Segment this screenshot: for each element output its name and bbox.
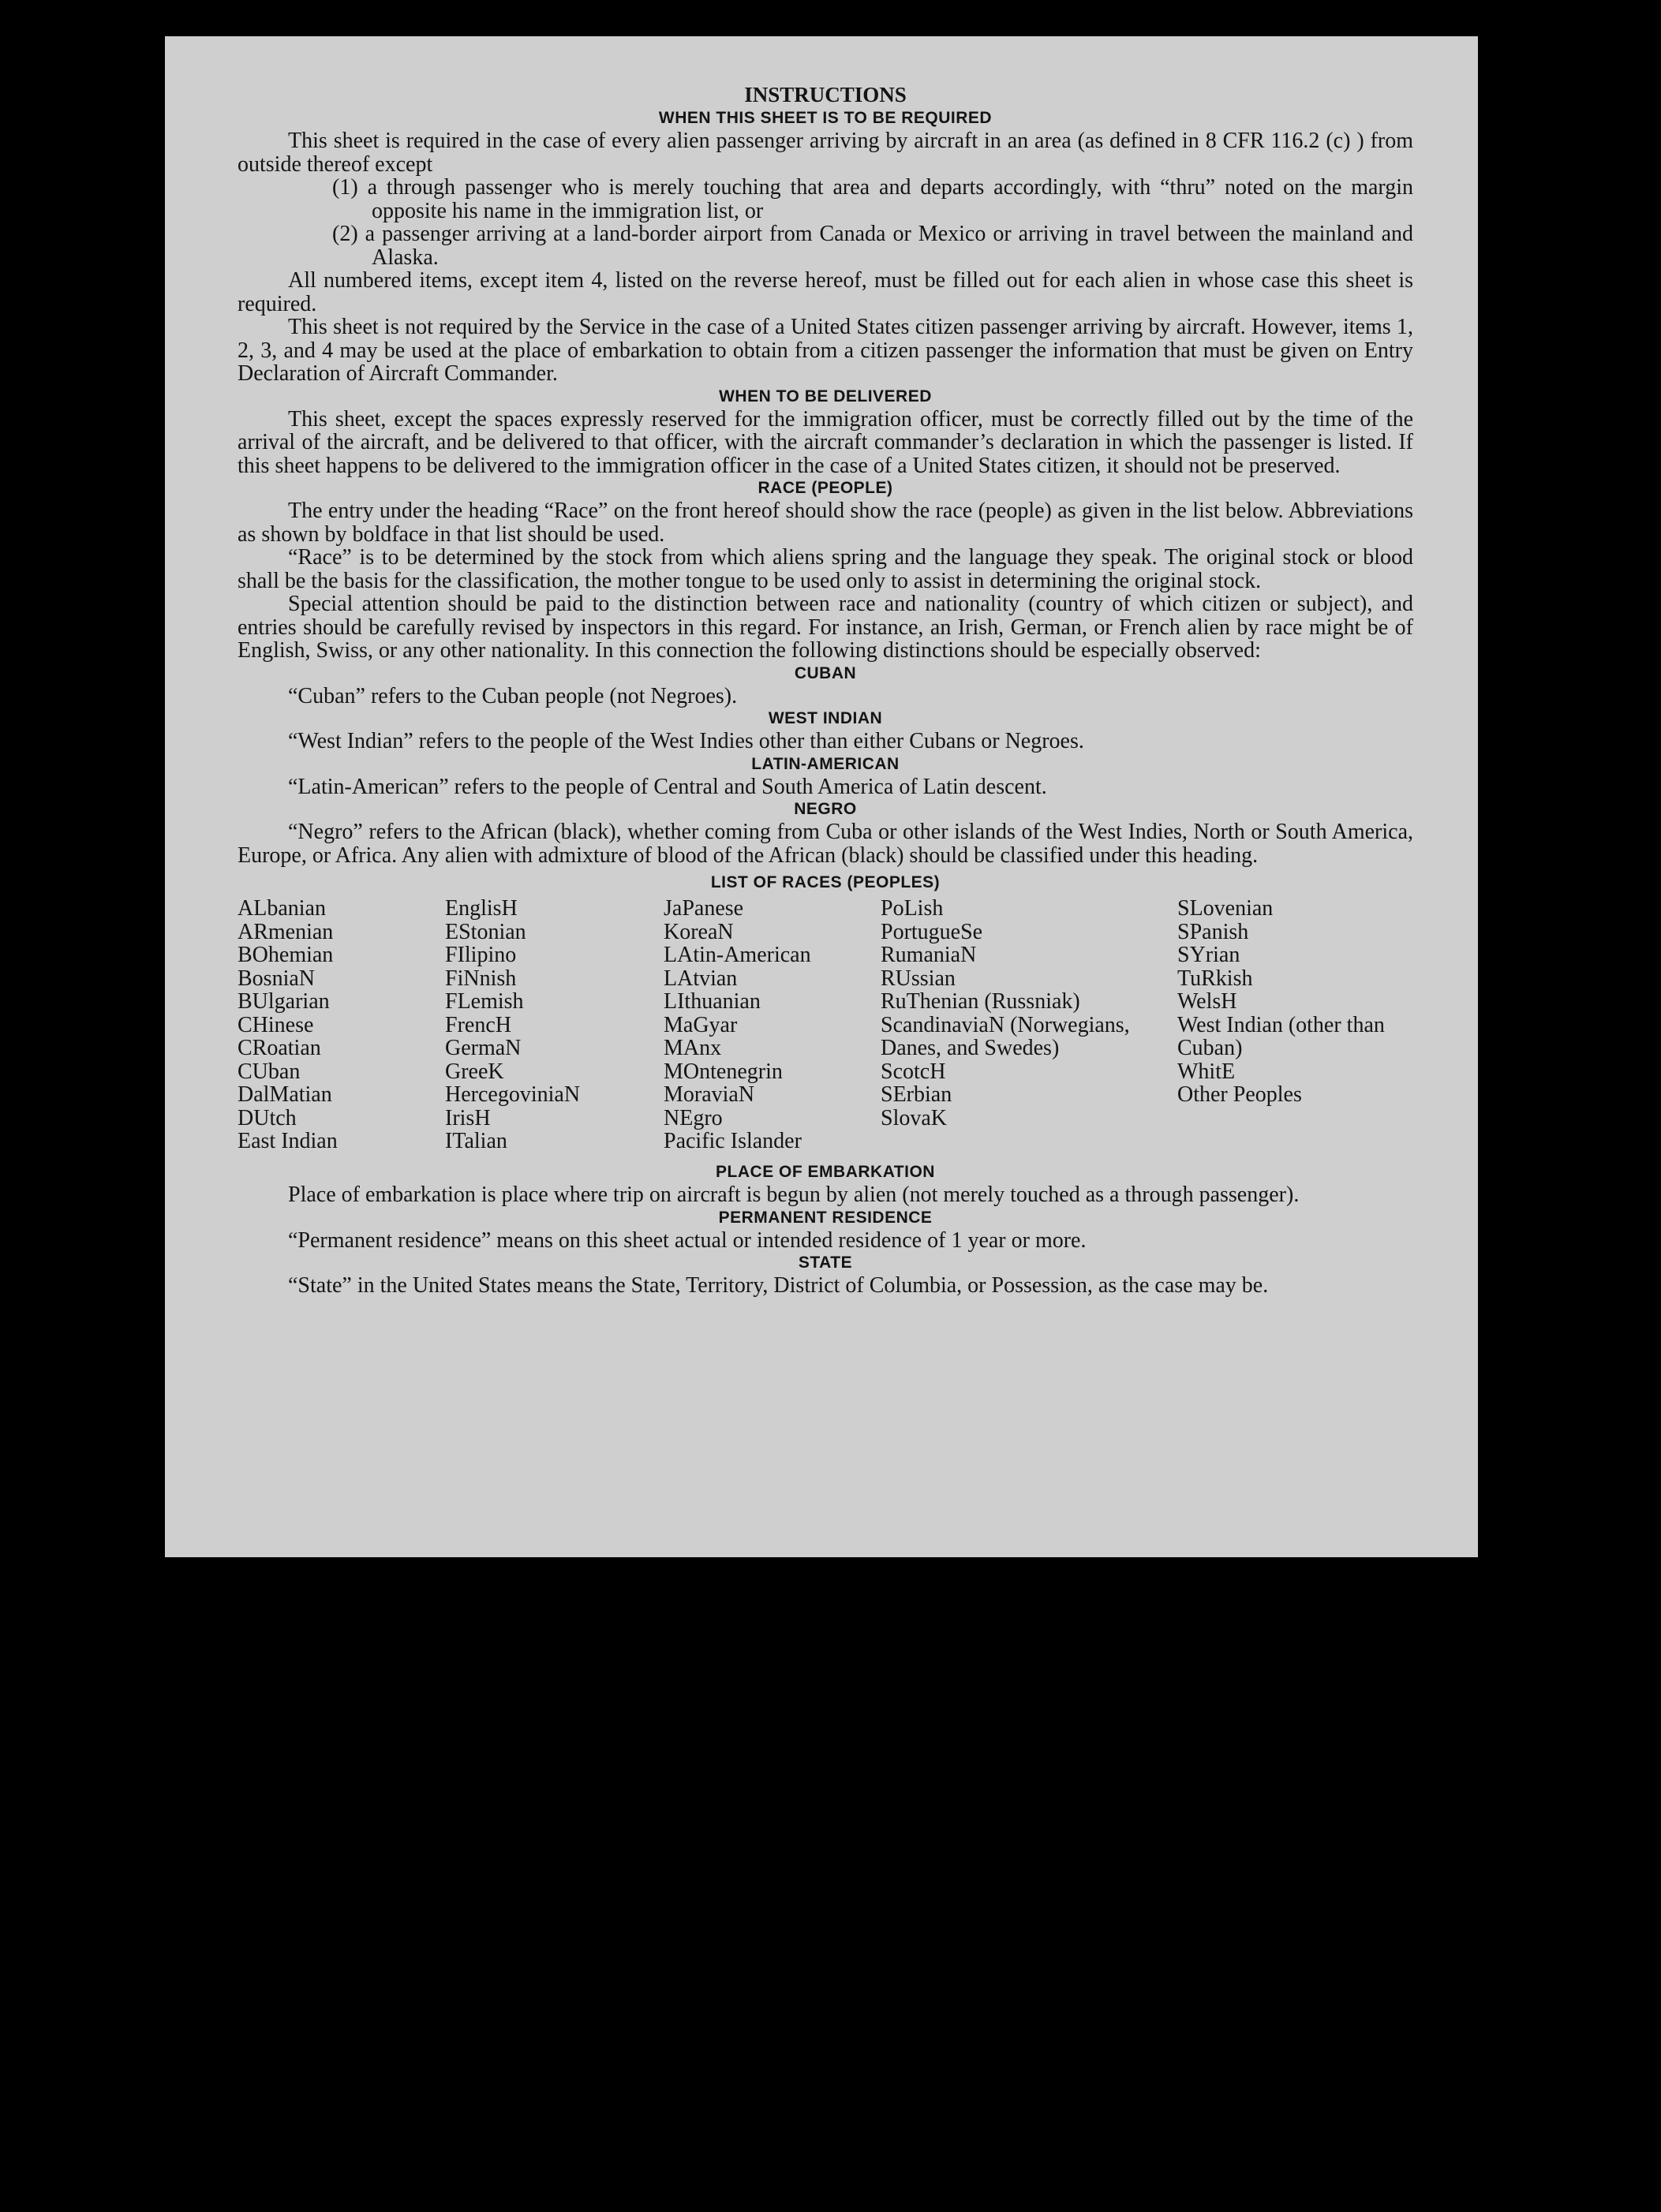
race-item: LAtvian <box>664 966 738 991</box>
instructions-content <box>238 82 1413 1298</box>
race-item: EStonian <box>445 919 526 944</box>
race-item: IrisH <box>445 1105 491 1130</box>
race-item: FiNnish <box>445 966 517 991</box>
paragraph: “State” in the United States means the State, Territory, District of Columbia, or Possession, as the case may be. <box>288 1273 1269 1298</box>
list-item: (1) a through passenger who is merely touching that area and departs accordingly, with “thru” noted on the margin opposite his name in the immigration list, or <box>332 175 1413 223</box>
heading-state: STATE <box>798 1254 853 1272</box>
heading-when-delivered: WHEN TO BE DELIVERED <box>719 387 932 405</box>
heading-west-indian: WEST INDIAN <box>768 709 883 727</box>
page-title: INSTRUCTIONS <box>744 83 907 106</box>
race-item: JaPanese <box>664 896 744 921</box>
races-column <box>238 897 338 1153</box>
race-item: ALbanian <box>238 896 326 921</box>
race-item: SYrian <box>1177 943 1240 967</box>
race-item: BUlgarian <box>238 989 330 1014</box>
race-item: BosniaN <box>238 966 315 991</box>
race-item: EnglisH <box>445 896 518 921</box>
race-item: FrencH <box>445 1012 511 1037</box>
paragraph: “Permanent residence” means on this sheet actual or intended residence of 1 year or more. <box>288 1227 1087 1253</box>
races-column <box>881 897 1133 1130</box>
list-item: (2) a passenger arriving at a land-border airport from Canada or Mexico or arriving in travel between the mainland and Alaska. <box>332 222 1413 270</box>
race-item: FLemish <box>445 989 524 1014</box>
race-item: East Indian <box>238 1129 338 1153</box>
heading-permanent-residence: PERMANENT RESIDENCE <box>718 1208 933 1227</box>
paragraph: “West Indian” refers to the people of the West Indies other than either Cubans or Negroes. <box>288 729 1084 753</box>
race-item: FIlipino <box>445 943 517 967</box>
race-item: ScandinaviaN (Norwegians, Danes, and Swedes) <box>881 1012 1130 1060</box>
race-item: DUtch <box>238 1105 297 1130</box>
paragraph: All numbered items, except item 4, listed on the reverse hereof, must be filled out for each alien in whose case this sheet is required. <box>238 268 1413 316</box>
race-item: BOhemian <box>238 943 334 967</box>
race-item: MoraviaN <box>664 1082 755 1107</box>
race-item: ScotcH <box>881 1059 946 1084</box>
race-item: TuRkish <box>1177 966 1253 991</box>
paragraph: “Negro” refers to the African (black), whether coming from Cuba or other islands of the West Indies, North or South America, Europe, or Africa. Any alien with admixture of blood of the African (black) should be classified under this heading. <box>238 820 1413 868</box>
race-item: MaGyar <box>664 1012 738 1037</box>
race-item: LIthuanian <box>664 989 761 1014</box>
paragraph: This sheet is not required by the Service in the case of a United States citizen passenger arriving by aircraft. However, items 1, 2, 3, and 4 may be used at the place of embarkation to obtain from a citizen passenger the information that must be given on Entry Declaration of Aircraft Commander. <box>238 315 1413 386</box>
races-column <box>1177 897 1414 1107</box>
heading-list-of-races: LIST OF RACES (PEOPLES) <box>710 873 941 891</box>
race-item: NEgro <box>664 1105 723 1130</box>
race-item: CHinese <box>238 1012 314 1037</box>
races-table <box>238 897 1413 1161</box>
heading-race: RACE (PEOPLE) <box>758 479 893 497</box>
race-item: PortugueSe <box>881 919 983 944</box>
race-item: WhitE <box>1177 1059 1236 1084</box>
paragraph: This sheet, except the spaces expressly reserved for the immigration officer, must be correctly filled out by the time of the arrival of the aircraft, and be delivered to that officer, with the aircraft commander’s declaration in which the passenger is listed. If this sheet happens to be delivered to the immigration officer in the case of a United States citizen, it should not be preserved. <box>238 406 1413 478</box>
paragraph: “Race” is to be determined by the stock from which aliens spring and the language they speak. The original stock or blood shall be the basis for the classification, the mother tongue to be used only to assist in determining the original stock. <box>238 545 1413 593</box>
paragraph: Place of embarkation is place where trip on aircraft is begun by alien (not merely touched as a through passenger). <box>288 1183 1300 1207</box>
heading-place-of-embarkation: PLACE OF EMBARKATION <box>716 1163 935 1181</box>
race-item: SPanish <box>1177 919 1249 944</box>
race-item: SErbian <box>881 1082 952 1107</box>
race-item: SlovaK <box>881 1105 947 1130</box>
race-item: HercegoviniaN <box>445 1082 581 1107</box>
race-item: Other Peoples <box>1177 1082 1302 1107</box>
paragraph: This sheet is required in the case of every alien passenger arriving by aircraft in an area (as defined in 8 CFR 116.2 (c) ) from outside thereof except <box>238 129 1413 177</box>
race-item: KoreaN <box>664 919 734 944</box>
race-item: RumaniaN <box>881 943 977 967</box>
race-item: GermaN <box>445 1036 522 1060</box>
race-item: ITalian <box>445 1129 507 1153</box>
races-column <box>664 897 811 1153</box>
race-item: RuThenian (Russniak) <box>881 989 1080 1014</box>
race-item: SLovenian <box>1177 896 1274 921</box>
race-item: MOntenegrin <box>664 1059 783 1084</box>
heading-cuban: CUBAN <box>794 663 857 682</box>
race-item: RUssian <box>881 966 956 991</box>
paragraph: The entry under the heading “Race” on the front hereof should show the race (people) as given in the list below. Abbreviations as shown by boldface in that list should be used. <box>238 499 1413 547</box>
race-item: LAtin-American <box>664 943 811 967</box>
race-item: West Indian (other than Cuban) <box>1177 1012 1385 1060</box>
paragraph: Special attention should be paid to the distinction between race and nationality (country of which citizen or subject), and entries should be carefully revised by inspectors in this regard. For instance, an Irish, German, or French alien by race might be of English, Swiss, or any other nationality. In this connection the following distinctions should be especially observed: <box>238 592 1413 663</box>
race-item: ARmenian <box>238 919 334 944</box>
heading-negro: NEGRO <box>794 800 857 818</box>
race-item: Pacific Islander <box>664 1129 802 1153</box>
race-item: PoLish <box>881 896 944 921</box>
heading-latin-american: LATIN-AMERICAN <box>751 754 900 773</box>
race-item: CRoatian <box>238 1036 321 1060</box>
document-sheet <box>165 36 1478 1557</box>
race-item: WelsH <box>1177 989 1237 1014</box>
heading-when-required: WHEN THIS SHEET IS TO BE REQUIRED <box>658 109 993 127</box>
race-item: DalMatian <box>238 1082 332 1107</box>
race-item: GreeK <box>445 1059 504 1084</box>
races-column <box>445 897 580 1153</box>
race-item: CUban <box>238 1059 301 1084</box>
paragraph: “Cuban” refers to the Cuban people (not Negroes). <box>288 683 738 708</box>
paragraph: “Latin-American” refers to the people of Central and South America of Latin descent. <box>288 774 1047 799</box>
race-item: MAnx <box>664 1036 722 1060</box>
